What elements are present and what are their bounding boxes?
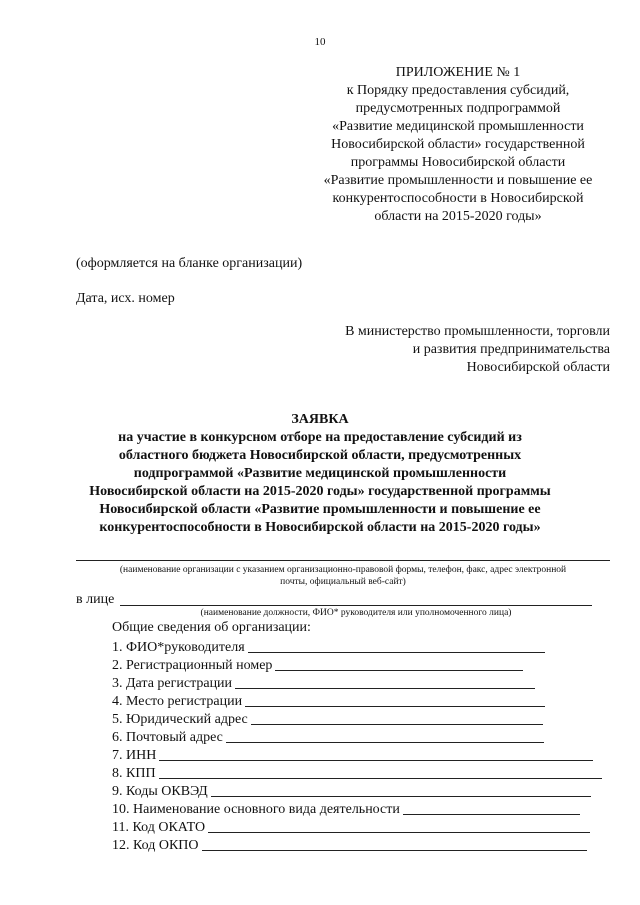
on-behalf-label: в лице — [76, 592, 115, 607]
field-line[interactable] — [159, 760, 593, 761]
field-line[interactable] — [211, 796, 591, 797]
field-line[interactable] — [403, 814, 580, 815]
title-line: подпрограммой «Развитие медицинской промышленности — [133, 466, 507, 481]
field-legal-address: 5. Юридический адрес — [112, 710, 543, 728]
field-main-activity: 10. Наименование основного вида деятельности — [112, 800, 580, 818]
appendix-line: предусмотренных подпрограммой — [355, 101, 561, 116]
appendix-line: «Развитие промышленности и повышение ее — [323, 173, 593, 188]
title-line: Новосибирской области на 2015-2020 годы» государственной программы — [89, 484, 551, 499]
page-number: 10 — [314, 36, 326, 48]
letterhead-note: (оформляется на бланке организации) — [76, 256, 303, 271]
field-line[interactable] — [248, 652, 545, 653]
addressee-line: Новосибирской области — [466, 360, 610, 375]
field-line[interactable] — [275, 670, 523, 671]
field-line[interactable] — [226, 742, 544, 743]
field-director-name: 1. ФИО*руководителя — [112, 638, 545, 656]
appendix-line: конкурентоспособности в Новосибирской — [332, 191, 584, 206]
application-title — [0, 411, 640, 537]
title-line: конкурентоспособности в Новосибирской области на 2015-2020 годы» — [99, 520, 541, 535]
appendix-header — [300, 64, 616, 226]
appendix-line: ПРИЛОЖЕНИЕ № 1 — [395, 65, 521, 80]
field-line[interactable] — [251, 724, 543, 725]
appendix-line: Новосибирской области» государственной — [331, 137, 585, 152]
addressee-line: и развития предпринимательства — [412, 342, 610, 357]
organization-note: (наименование организации с указанием организационно-правовой формы, телефон, факс, адрес электронной почты, официальный веб-сайт) — [119, 565, 567, 587]
appendix-line: программы Новосибирской области — [350, 155, 566, 170]
appendix-line: области на 2015-2020 годы» — [374, 209, 542, 224]
field-kpp: 8. КПП — [112, 764, 602, 782]
field-okpo: 12. Код ОКПО — [112, 836, 587, 854]
appendix-line: «Развитие медицинской промышленности — [332, 119, 584, 134]
field-registration-place: 4. Место регистрации — [112, 692, 545, 710]
addressee-block — [345, 323, 610, 377]
field-postal-address: 6. Почтовый адрес — [112, 728, 544, 746]
field-line[interactable] — [245, 706, 545, 707]
field-okato: 11. Код ОКАТО — [112, 818, 590, 836]
on-behalf-note: (наименование должности, ФИО* руководителя или уполномоченного лица) — [200, 608, 512, 618]
field-registration-number: 2. Регистрационный номер — [112, 656, 523, 674]
field-inn: 7. ИНН — [112, 746, 593, 764]
on-behalf-line[interactable] — [120, 605, 592, 606]
date-reference: Дата, исх. номер — [76, 291, 175, 306]
general-info-label: Общие сведения об организации: — [112, 620, 311, 635]
organization-name-line[interactable] — [76, 560, 610, 561]
appendix-line: к Порядку предоставления субсидий, — [346, 83, 570, 98]
field-okved: 9. Коды ОКВЭД — [112, 782, 591, 800]
field-line[interactable] — [208, 832, 590, 833]
field-line[interactable] — [202, 850, 587, 851]
title-heading: ЗАЯВКА — [291, 412, 349, 427]
title-line: областного бюджета Новосибирской области, предусмотренных — [118, 448, 522, 463]
field-line[interactable] — [159, 778, 602, 779]
title-line: на участие в конкурсном отборе на предоставление субсидий из — [118, 430, 522, 445]
addressee-line: В министерство промышленности, торговли — [345, 324, 610, 339]
field-registration-date: 3. Дата регистрации — [112, 674, 535, 692]
title-line: Новосибирской области «Развитие промышленности и повышение ее — [99, 502, 541, 517]
field-line[interactable] — [235, 688, 535, 689]
